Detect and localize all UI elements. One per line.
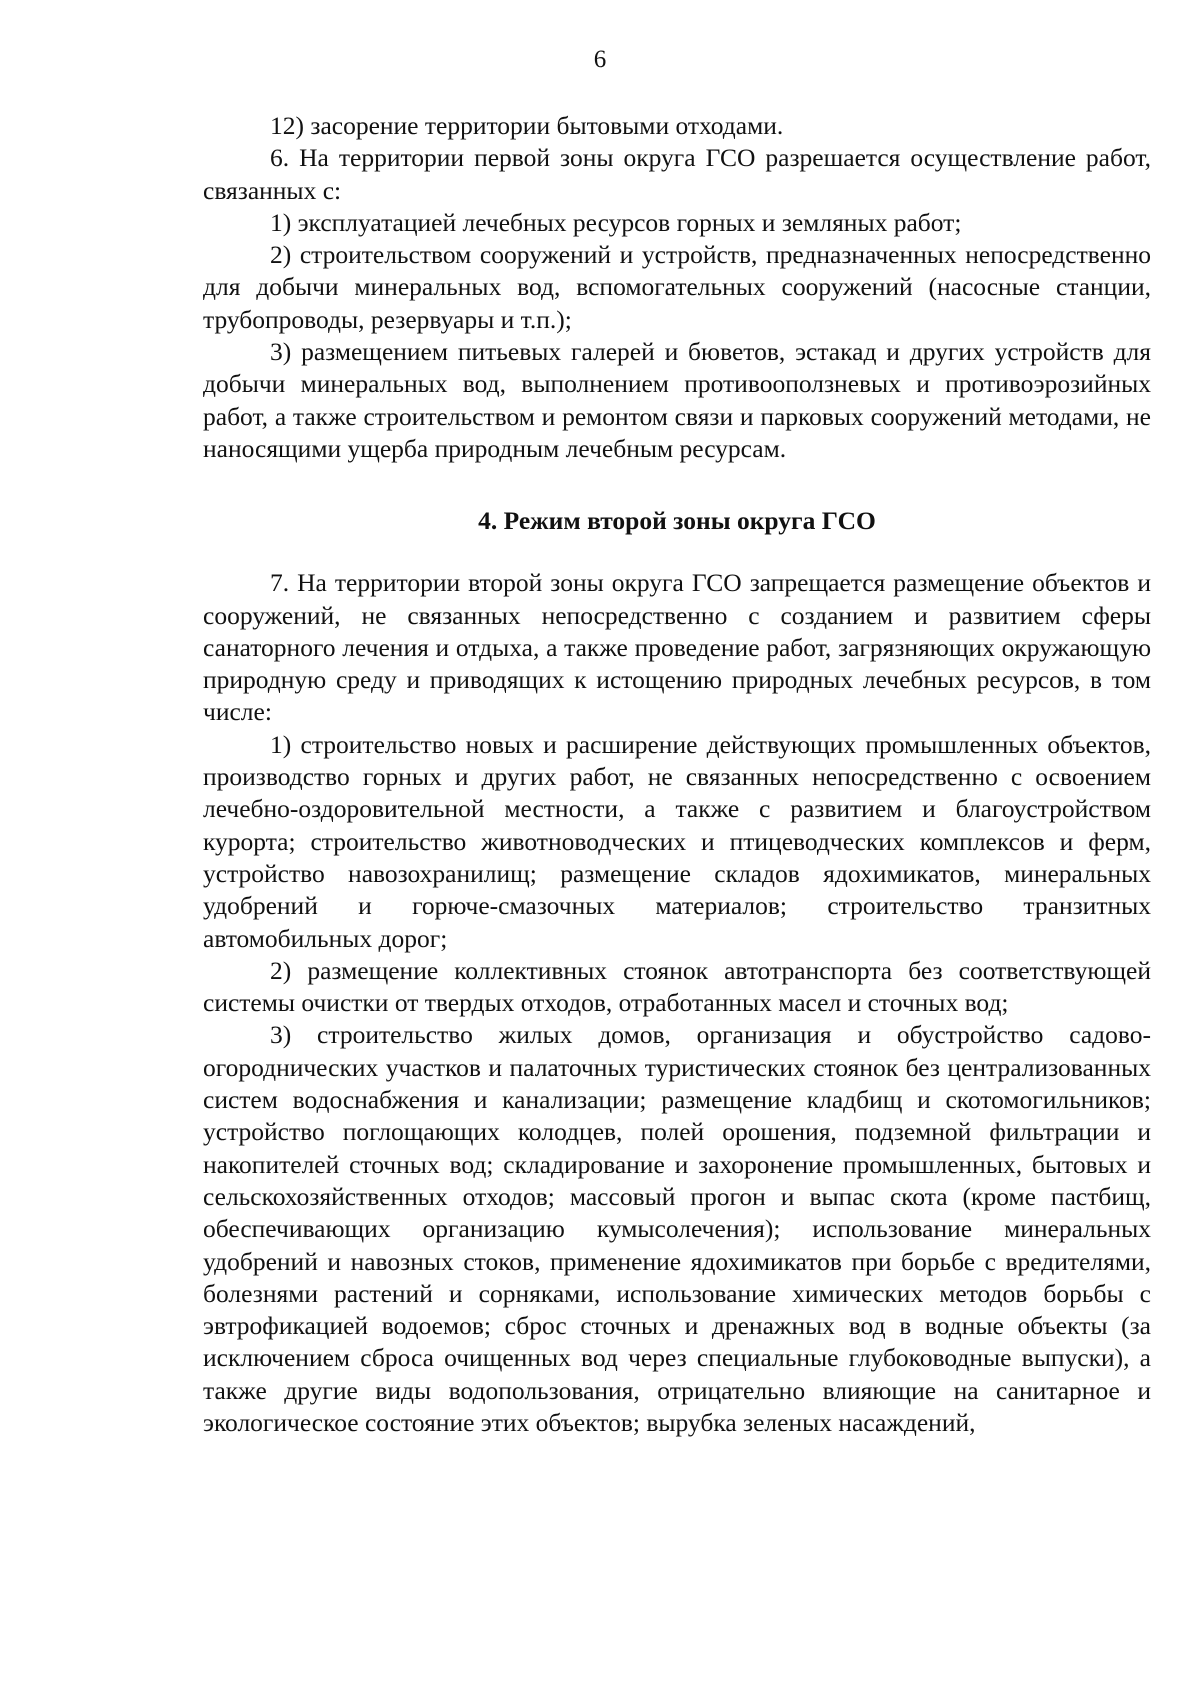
paragraph-clause-7: 7. На территории второй зоны округа ГСО запрещается размещение объектов и сооружений, не связанных непосредственно с созданием и развитием сферы санаторного лечения и отдыха, а также проведение работ, загрязняющих окружающую природную среду и приводящих к истощению природных лечебных ресурсов, в том числе: [203,568,1151,727]
paragraph-clause-6: 6. На территории первой зоны округа ГСО разрешается осуществление работ, связанных с: [203,143,1151,205]
paragraph-clause-7-item-1: 1) строительство новых и расширение действующих промышленных объектов, производство горных и других работ, не связанных непосредственно с освоением лечебно-оздоровительной местности, а также с развитием и благоустройством курорта; строительство животноводческих и птицеводческих комплексов и ферм, устройство навозохранилищ; размещение складов ядохимикатов, минеральных удобрений и горюче-смазочных материалов; строительство транзитных автомобильных дорог; [203,729,1151,953]
paragraph-clause-6-item-1: 1) эксплуатацией лечебных ресурсов горных и земляных работ; [270,207,962,237]
page-number: 6 [593,46,607,73]
paragraph-clause-7-item-3: 3) строительство жилых домов, организация и обустройство садово-огороднических участков и палаточных туристических стоянок без централизованных систем водоснабжения и канализации; размещение кладбищ и скотомогильников; устройство поглощающих колодцев, полей орошения, подземной фильтрации и накопителей сточных вод; складирование и захоронение промышленных, бытовых и сельскохозяйственных отходов; массовый прогон и выпас скота (кроме пастбищ, обеспечивающих организацию кумысолечения); использование минеральных удобрений и навозных стоков, применение ядохимикатов при борьбе с вредителями, болезнями растений и сорняками, использование химических методов борьбы с эвтрофикацией водоемов; сброс сточных и дренажных вод в водные объекты (за исключением сброса очищенных вод через специальные глубоководные выпуски), а также другие виды водопользования, отрицательно влияющие на санитарное и экологическое состояние этих объектов; вырубка зеленых насаждений, [203,1020,1151,1437]
document-body [203,110,1151,1439]
section-heading: 4. Режим второй зоны округа ГСО [478,506,876,536]
paragraph-clause-6-item-3: 3) размещением питьевых галерей и бюветов, эстакад и других устройств для добычи минеральных вод, выполнением противооползневых и противоэрозийных работ, а также строительством и ремонтом связи и парковых сооружений методами, не наносящими ущерба природным лечебным ресурсам. [203,337,1151,463]
section-spacer [203,537,1151,567]
paragraph-item-12: 12) засорение территории бытовыми отходами. [270,111,784,140]
section-spacer [203,465,1151,505]
paragraph-clause-7-item-2: 2) размещение коллективных стоянок автотранспорта без соответствующей системы очистки от твердых отходов, отработанных масел и сточных вод; [203,955,1151,1018]
paragraph-clause-6-item-2: 2) строительством сооружений и устройств, предназначенных непосредственно для добычи минеральных вод, вспомогательных сооружений (насосные станции, трубопроводы, резервуары и т.п.); [203,240,1151,334]
